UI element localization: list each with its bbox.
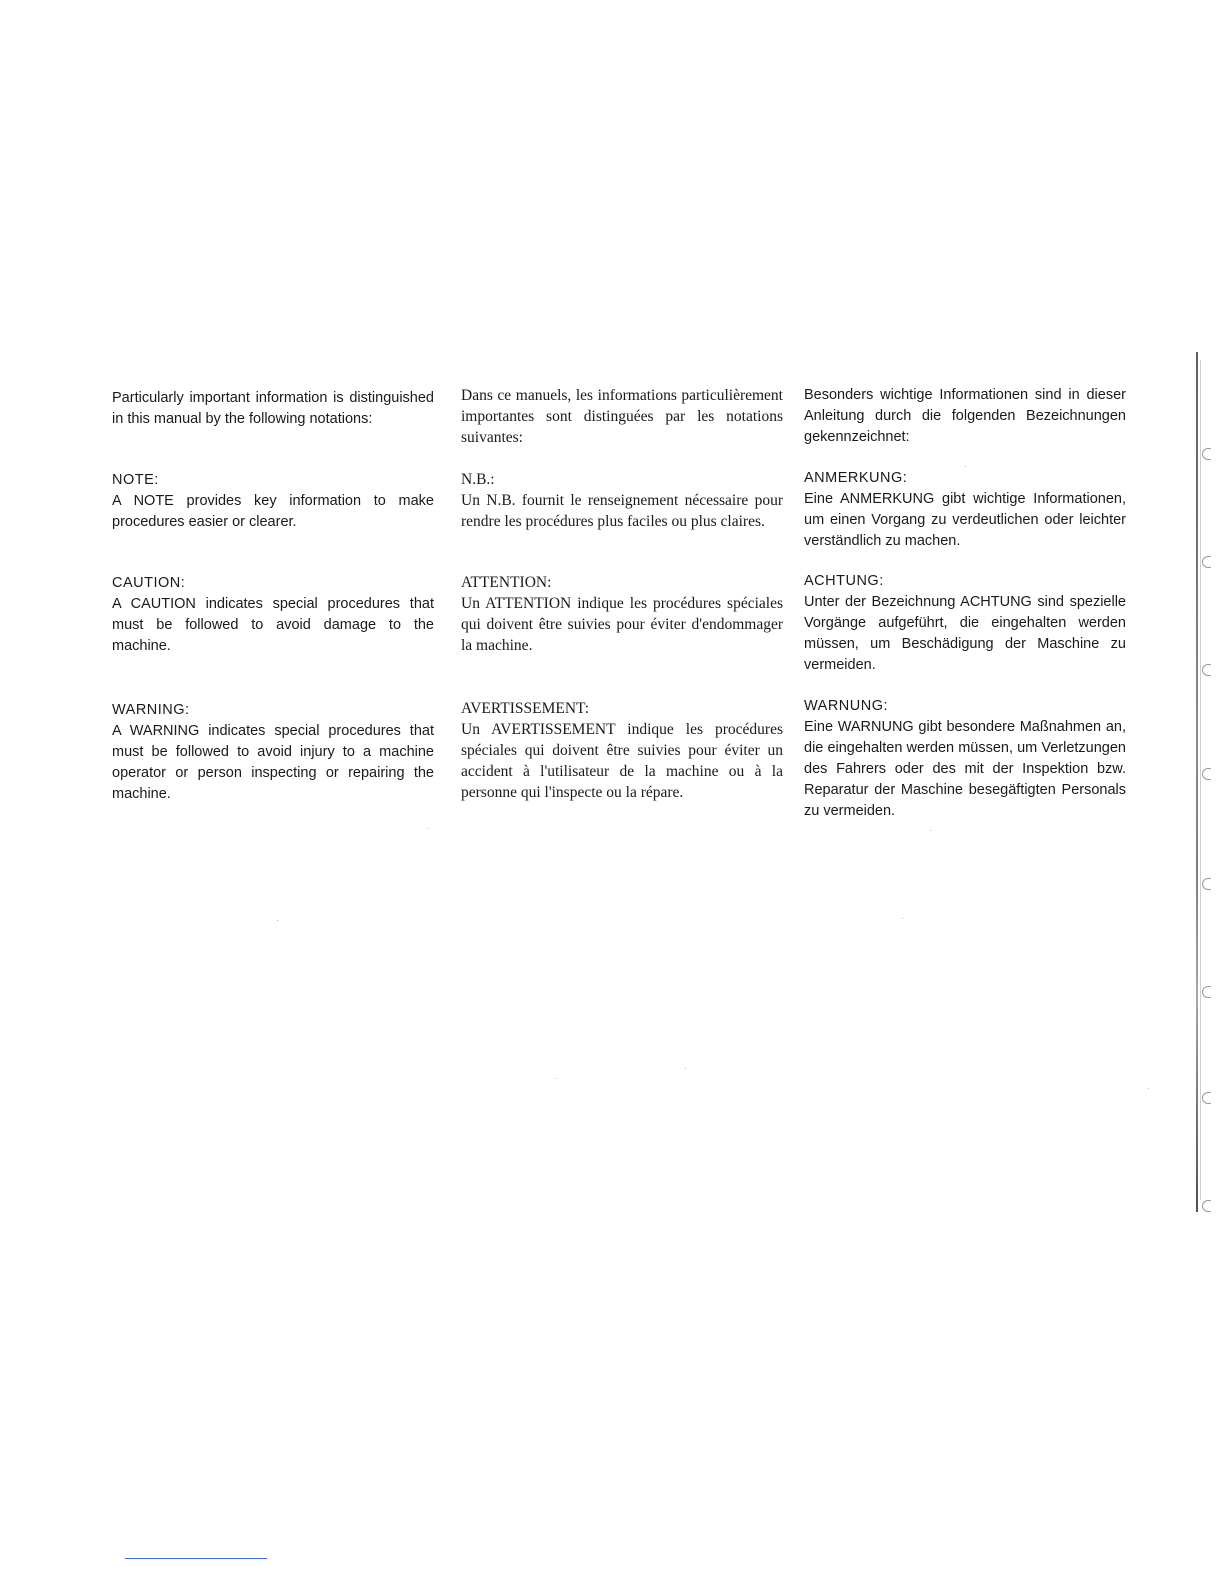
caution-text: Un ATTENTION indique les procédures spéciales qui doivent être suivies pour éviter d'endommager la machine. [461, 595, 783, 654]
note-text: Un N.B. fournit le renseignement nécessaire pour rendre les procédures plus faciles ou plus claires. [461, 492, 783, 530]
warning-text: Un AVERTISSEMENT indique les procédures spéciales qui doivent être suivies pour éviter un accident à l'utilisateur de la machine ou à la personne qui l'inspecte ou la répare. [461, 721, 783, 801]
binding-ring-mark [1202, 878, 1211, 890]
note-text: Eine ANMERKUNG gibt wichtige Informationen, um einen Vorgang zu verdeutlichen oder leichter verständlich zu machen. [804, 491, 1126, 549]
scan-speck [428, 828, 429, 829]
scan-speck [556, 1078, 557, 1079]
note-block [804, 468, 1126, 552]
note-heading: N.B.: [461, 471, 495, 488]
binding-ring-mark [1202, 448, 1211, 460]
note-heading: NOTE: [112, 472, 159, 488]
binding-ring-mark [1202, 986, 1211, 998]
binding-ring-mark [1202, 664, 1211, 676]
intro-block [461, 385, 783, 448]
scan-speck [1148, 1088, 1149, 1089]
intro-text: Besonders wichtige Informationen sind in dieser Anleitung durch die folgenden Bezeichnungen gekennzeichnet: [804, 387, 1126, 445]
scan-speck [930, 830, 931, 831]
footnote-rule [125, 1558, 267, 1559]
warning-block [804, 696, 1126, 822]
note-text: A NOTE provides key information to make procedures easier or clearer. [112, 493, 434, 530]
intro-block [112, 388, 434, 430]
note-block [112, 470, 434, 533]
scan-speck [965, 466, 966, 467]
binding-ring-mark [1202, 768, 1211, 780]
note-block [461, 469, 783, 532]
caution-block [112, 573, 434, 657]
binding-ring-mark [1202, 1200, 1211, 1212]
warning-block [461, 698, 783, 803]
scan-speck [685, 1068, 686, 1069]
caution-text: Unter der Bezeichnung ACHTUNG sind spezielle Vorgänge aufgeführt, die eingehalten werden müssen, um Beschädigung der Maschine zu vermeiden. [804, 594, 1126, 673]
warning-heading: AVERTISSEMENT: [461, 700, 590, 717]
caution-heading: CAUTION: [112, 575, 186, 591]
caution-text: A CAUTION indicates special procedures that must be followed to avoid damage to the machine. [112, 596, 434, 654]
scan-speck [902, 918, 903, 919]
intro-block [804, 385, 1126, 448]
intro-text: Dans ce manuels, les informations particulièrement importantes sont distinguées par les notations suivantes: [461, 387, 783, 446]
binding-edge-line [1196, 352, 1198, 1212]
binding-edge-shadow [1200, 360, 1201, 1200]
warning-heading: WARNING: [112, 702, 190, 718]
caution-block [804, 571, 1126, 676]
binding-ring-mark [1202, 1092, 1211, 1104]
caution-heading: ATTENTION: [461, 574, 552, 591]
note-heading: ANMERKUNG: [804, 470, 908, 486]
warning-heading: WARNUNG: [804, 698, 889, 714]
warning-text: Eine WARNUNG gibt besondere Maßnahmen an, die eingehalten werden müssen, um Verletzungen des Fahrers oder des mit der Inspektion bzw. Reparatur der Maschine besegäftigten Personals zu vermeiden. [804, 719, 1126, 819]
caution-heading: ACHTUNG: [804, 573, 884, 589]
intro-text: Particularly important information is distinguished in this manual by the following notations: [112, 390, 434, 427]
warning-block [112, 700, 434, 805]
warning-text: A WARNING indicates special procedures that must be followed to avoid injury to a machine operator or person inspecting or repairing the machine. [112, 723, 434, 802]
binding-ring-mark [1202, 556, 1211, 568]
caution-block [461, 572, 783, 656]
scan-speck [277, 920, 278, 921]
